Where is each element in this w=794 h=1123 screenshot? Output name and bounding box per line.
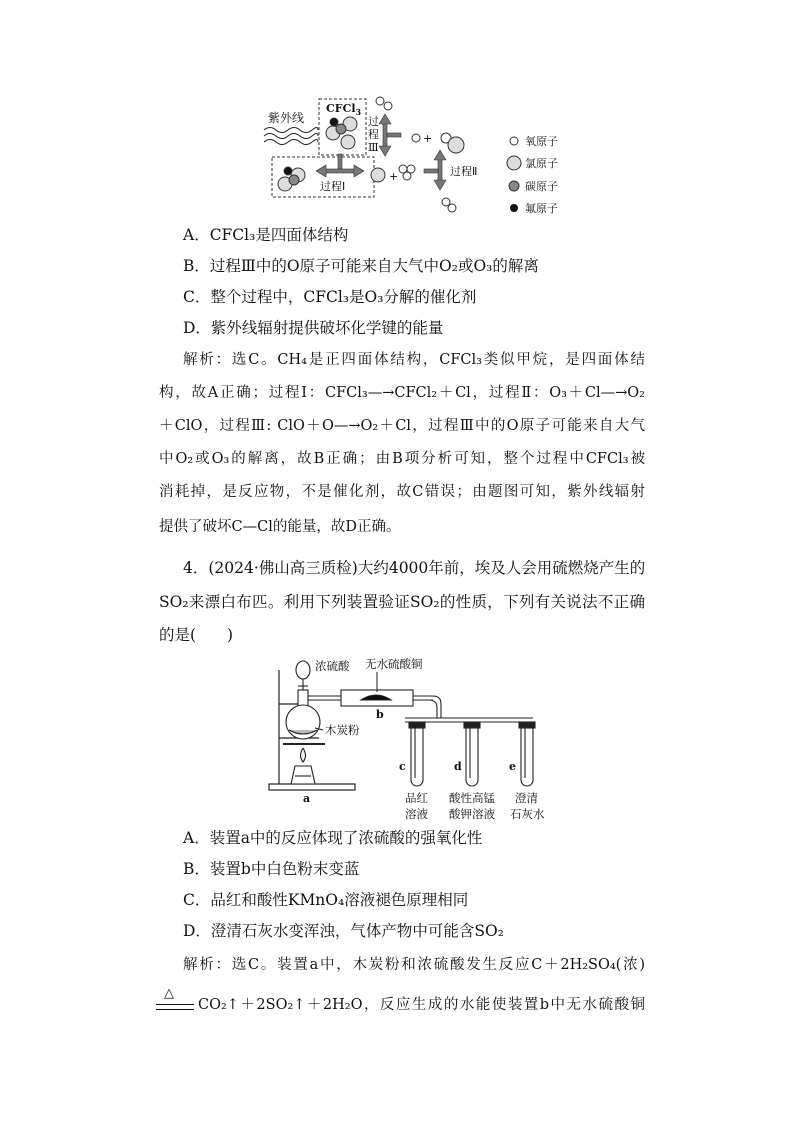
label-c: c [399, 760, 406, 773]
tube2-label-2: 酸钾溶液 [449, 807, 495, 820]
oxygen-molecule-icon [442, 198, 456, 212]
q3-option-c: C．整个过程中，CFCl₃是O₃分解的催化剂 [183, 288, 477, 306]
legend-oxygen-icon [510, 137, 518, 145]
ozone-mechanism-figure [262, 92, 592, 218]
process3-arrow-icon [379, 114, 401, 156]
apparatus-figure [265, 652, 565, 820]
q4-stem-line-3: 的是( ) [159, 626, 234, 644]
legend-oxygen: 氧原子 [525, 135, 558, 148]
tube1-label-2: 溶液 [405, 807, 428, 820]
legend [507, 134, 558, 215]
conc-acid-label: 浓硫酸 [315, 659, 350, 673]
alcohol-lamp-icon [291, 748, 315, 784]
round-flask-icon [286, 690, 320, 739]
cfcl2-molecule-icon [278, 167, 305, 191]
tube3-label-1: 澄清 [515, 791, 538, 805]
charcoal-label: 木炭粉 [325, 723, 360, 737]
q4-option-d: D．澄清石灰水变浑浊，气体产物中可能含SO₂ [183, 922, 504, 940]
process3-char1: 过 [368, 115, 379, 128]
q3-analysis-line-1: 解析：选C。CH₄是正四面体结构，CFCl₃类似甲烷，是四面体结 [183, 352, 645, 368]
heat-symbol: △ [164, 986, 174, 1001]
test-tube-d-icon [464, 722, 480, 786]
oxygen-atom-icon [412, 134, 420, 142]
process1-label: 过程Ⅰ [320, 180, 346, 193]
svg-text:CFCl3 [326, 102, 362, 117]
cuso4-label: 无水硫酸铜 [365, 657, 423, 671]
cfcl3-subscript: 3 [355, 107, 362, 117]
process2-label: 过程Ⅱ [450, 165, 478, 178]
uv-wave-icon [264, 128, 318, 145]
process2-arrow-icon [424, 150, 446, 190]
q3-analysis-line-3: ＋ClO，过程Ⅲ: ClO＋O—→O₂＋Cl，过程Ⅲ中的O原子可能来自大气 [159, 418, 645, 434]
test-tube-e-icon [519, 722, 535, 786]
test-tube-c-icon [409, 722, 425, 786]
chlorine-atom-icon [371, 168, 385, 182]
ozone-molecule-icon [399, 165, 415, 180]
legend-carbon: 碳原子 [525, 180, 558, 193]
connecting-tubes [308, 690, 533, 722]
process3-char2: 程 [368, 128, 379, 141]
q4-option-a: A．装置a中的反应体现了浓硫酸的强氧化性 [183, 829, 483, 847]
plus-sign-2: + [389, 170, 399, 183]
q3-analysis-line-6: 提供了破坏C—Cl的能量，故D正确。 [159, 519, 401, 535]
legend-carbon-icon [509, 181, 519, 191]
oxygen-pair-icon [376, 97, 392, 110]
q3-analysis-line-2: 构，故A正确；过程Ⅰ：CFCl₃—→CFCl₂＋Cl，过程Ⅱ：O₃＋Cl—→O₂ [159, 385, 645, 401]
q4-stem-line-1: 4．(2024·佛山高三质检)大约4000年前，埃及人会用硫燃烧产生的 [183, 559, 646, 577]
legend-chlorine-icon [507, 156, 521, 170]
reaction-equals-sign [156, 1004, 194, 1010]
q3-option-a: A．CFCl₃是四面体结构 [183, 226, 349, 244]
cfcl3-molecule-icon [326, 117, 357, 149]
legend-fluorine: 氟原子 [525, 202, 558, 215]
clo-molecule-icon [441, 133, 464, 153]
tube2-label-1: 酸性高锰 [449, 791, 495, 805]
q3-analysis-line-4: 中O₂或O₃的解离，故B正确；由B项分析可知，整个过程中CFCl₃被 [159, 451, 645, 467]
q3-option-d: D．紫外线辐射提供破坏化学键的能量 [183, 319, 444, 337]
q3-analysis-line-5: 消耗掉，是反应物，不是催化剂，故C错误；由题图可知，紫外线辐射 [159, 484, 645, 500]
label-b: b [376, 708, 384, 721]
label-d: d [454, 760, 462, 773]
q4-option-c: C．品红和酸性KMnO₄溶液褪色原理相同 [183, 891, 469, 909]
q4-analysis-line-1: 解析：选C。装置a中，木炭粉和浓硫酸发生反应C＋2H₂SO₄(浓) [183, 957, 645, 973]
legend-fluorine-icon [510, 204, 518, 212]
uv-label: 紫外线 [268, 111, 305, 125]
label-e: e [509, 760, 516, 773]
label-a: a [303, 792, 311, 805]
tube3-label-2: 石灰水 [510, 807, 545, 820]
q4-option-b: B．装置b中白色粉末变蓝 [183, 860, 360, 878]
q4-analysis-line-2: CO₂↑＋2SO₂↑＋2H₂O，反应生成的水能使装置b中无水硫酸铜 [198, 997, 645, 1013]
legend-chlorine: 氯原子 [525, 157, 558, 170]
process3-char3: Ⅲ [368, 141, 379, 154]
tube1-label-1: 品红 [405, 791, 428, 805]
cfcl3-label: CFCl [326, 102, 356, 115]
q3-option-b: B．过程Ⅲ中的O原子可能来自大气中O₂或O₃的解离 [183, 257, 539, 275]
q4-stem-line-2: SO₂来漂白布匹。利用下列装置验证SO₂的性质，下列有关说法不正确 [159, 593, 645, 611]
plus-sign: + [423, 132, 433, 145]
